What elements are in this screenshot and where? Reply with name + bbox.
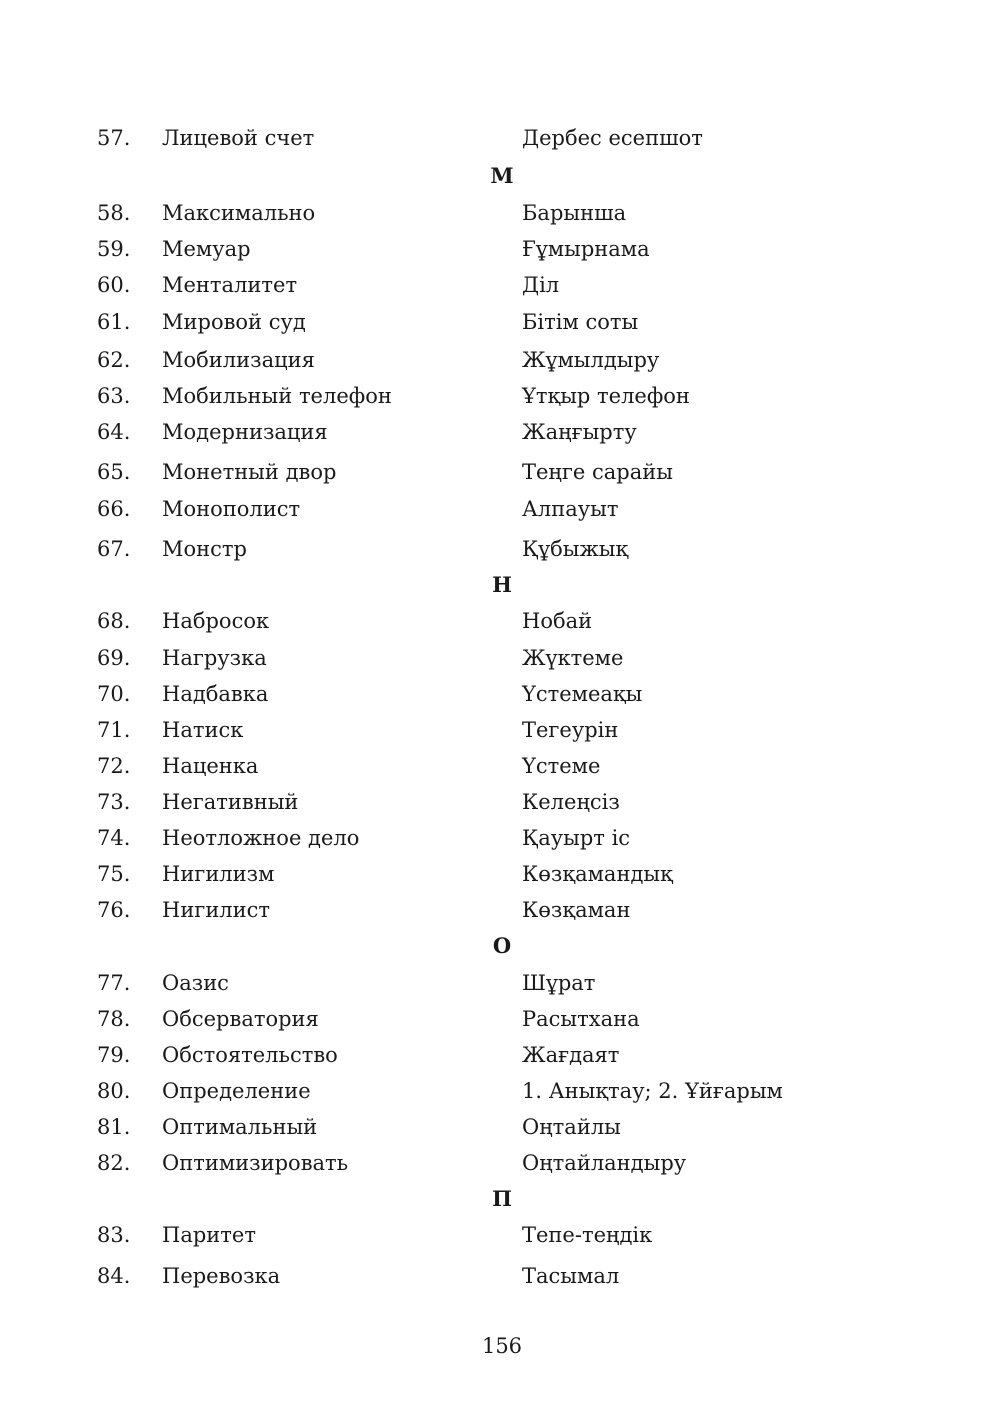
entry-number: 70. [97, 682, 131, 706]
kazakh-term: Үстемеақы [522, 682, 643, 706]
entry-row [0, 1109, 1004, 1145]
entry-row [0, 1073, 1004, 1109]
entry-number: 64. [97, 420, 131, 444]
section-letter: О [492, 933, 512, 958]
russian-term: Перевозка [162, 1264, 281, 1288]
russian-term: Надбавка [162, 682, 269, 706]
entry-number: 78. [97, 1007, 131, 1031]
russian-term: Натиск [162, 718, 244, 742]
kazakh-term: Жаңғырту [522, 420, 637, 444]
entry-row [0, 820, 1004, 856]
entry-number: 76. [97, 898, 131, 922]
entry-number: 83. [97, 1223, 131, 1247]
kazakh-term: Барынша [522, 201, 627, 225]
russian-term: Менталитет [162, 273, 298, 297]
entry-number: 73. [97, 790, 131, 814]
entry-row [0, 676, 1004, 712]
russian-term: Оптимизировать [162, 1151, 349, 1175]
entry-number: 68. [97, 609, 131, 633]
kazakh-term: Жұмылдыру [522, 348, 660, 372]
russian-term: Определение [162, 1079, 311, 1103]
entry-number: 82. [97, 1151, 131, 1175]
section-letter: Н [492, 572, 512, 597]
entry-number: 59. [97, 237, 131, 261]
entry-row [0, 1145, 1004, 1181]
entry-row [0, 454, 1004, 490]
kazakh-term: Тасымал [522, 1264, 620, 1288]
entry-row [0, 414, 1004, 450]
kazakh-term: Тегеурін [522, 718, 619, 742]
entry-row [0, 856, 1004, 892]
kazakh-term: Расытхана [522, 1007, 640, 1031]
entry-number: 75. [97, 862, 131, 886]
kazakh-term: Келеңсіз [522, 790, 620, 814]
kazakh-term: Шұрат [522, 971, 596, 995]
entry-row [0, 640, 1004, 676]
entry-number: 77. [97, 971, 131, 995]
entry-number: 79. [97, 1043, 131, 1067]
page-number: 156 [481, 1334, 523, 1358]
entry-row [0, 378, 1004, 414]
entry-number: 72. [97, 754, 131, 778]
entry-row [0, 304, 1004, 340]
russian-term: Мемуар [162, 237, 251, 261]
russian-term: Негативный [162, 790, 299, 814]
entry-row [0, 1258, 1004, 1294]
russian-term: Обсерватория [162, 1007, 319, 1031]
russian-term: Максимально [162, 201, 316, 225]
kazakh-term: Оңтайландыру [522, 1151, 687, 1175]
russian-term: Мировой суд [162, 310, 306, 334]
kazakh-term: Ғұмырнама [522, 237, 650, 261]
kazakh-term: Алпауыт [522, 497, 619, 521]
entry-row [0, 784, 1004, 820]
kazakh-term: Нобай [522, 609, 593, 633]
entry-row [0, 491, 1004, 527]
entry-row [0, 1037, 1004, 1073]
section-letter: М [490, 163, 514, 188]
entry-row [0, 342, 1004, 378]
entry-row [0, 892, 1004, 928]
entry-number: 58. [97, 201, 131, 225]
entry-number: 63. [97, 384, 131, 408]
kazakh-term: Ұтқыр телефон [522, 384, 690, 408]
kazakh-term: Бітім соты [522, 310, 639, 334]
russian-term: Монополист [162, 497, 301, 521]
entry-number: 80. [97, 1079, 131, 1103]
kazakh-term: Діл [522, 273, 560, 297]
entry-number: 67. [97, 537, 131, 561]
russian-term: Монстр [162, 537, 247, 561]
entry-row [0, 267, 1004, 303]
entry-row [0, 603, 1004, 639]
entry-row [0, 231, 1004, 267]
kazakh-term: Теңге сарайы [522, 460, 673, 484]
russian-term: Обстоятельство [162, 1043, 338, 1067]
kazakh-term: Жүктеме [522, 646, 624, 670]
kazakh-term: Үстеме [522, 754, 601, 778]
russian-term: Нигилизм [162, 862, 275, 886]
entry-row [0, 748, 1004, 784]
kazakh-term: 1. Анықтау; 2. Ұйғарым [522, 1079, 783, 1103]
russian-term: Нагрузка [162, 646, 267, 670]
entry-number: 84. [97, 1264, 131, 1288]
entry-row [0, 965, 1004, 1001]
kazakh-term: Көзқаман [522, 898, 631, 922]
entry-number: 71. [97, 718, 131, 742]
entry-number: 66. [97, 497, 131, 521]
entry-number: 61. [97, 310, 131, 334]
entry-number: 81. [97, 1115, 131, 1139]
russian-term: Монетный двор [162, 460, 337, 484]
kazakh-term: Тепе-теңдік [522, 1223, 653, 1247]
entry-row [0, 531, 1004, 567]
kazakh-term: Қауырт іс [522, 826, 631, 850]
russian-term: Лицевой счет [162, 126, 315, 150]
entry-row [0, 195, 1004, 231]
russian-term: Неотложное дело [162, 826, 360, 850]
entry-number: 74. [97, 826, 131, 850]
kazakh-term: Көзқамандық [522, 862, 673, 886]
entry-number: 65. [97, 460, 131, 484]
russian-term: Мобильный телефон [162, 384, 392, 408]
kazakh-term: Жағдаят [522, 1043, 620, 1067]
russian-term: Набросок [162, 609, 270, 633]
entry-number: 69. [97, 646, 131, 670]
russian-term: Модернизация [162, 420, 328, 444]
kazakh-term: Дербес есепшот [522, 126, 703, 150]
entry-row [0, 120, 1004, 156]
russian-term: Паритет [162, 1223, 256, 1247]
russian-term: Оптимальный [162, 1115, 318, 1139]
russian-term: Мобилизация [162, 348, 315, 372]
russian-term: Наценка [162, 754, 259, 778]
kazakh-term: Құбыжық [522, 537, 629, 561]
section-letter: П [492, 1186, 512, 1211]
kazakh-term: Оңтайлы [522, 1115, 621, 1139]
russian-term: Оазис [162, 971, 229, 995]
entry-number: 62. [97, 348, 131, 372]
entry-row [0, 1001, 1004, 1037]
entry-row [0, 712, 1004, 748]
entry-number: 60. [97, 273, 131, 297]
russian-term: Нигилист [162, 898, 271, 922]
entry-number: 57. [97, 126, 131, 150]
entry-row [0, 1217, 1004, 1253]
